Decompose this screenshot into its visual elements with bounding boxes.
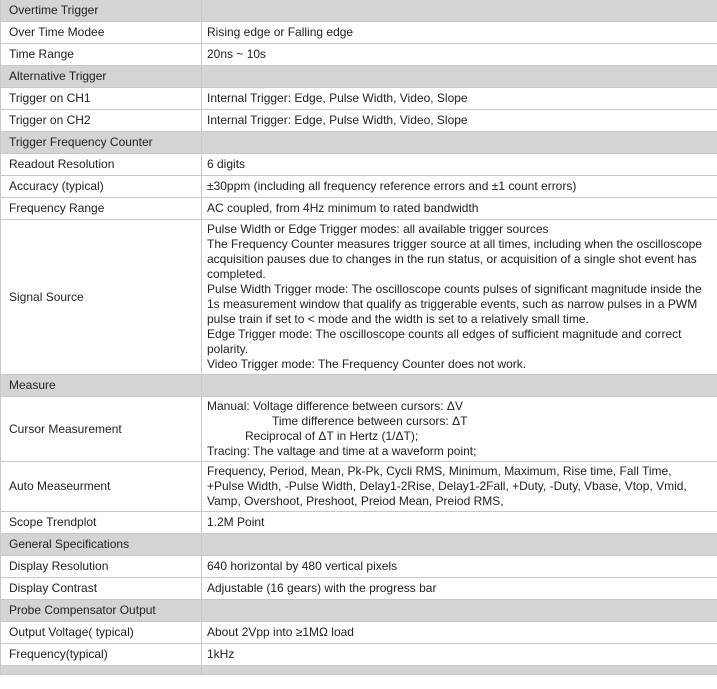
table-row xyxy=(1,154,717,176)
table-row xyxy=(1,622,717,644)
section-header-empty xyxy=(202,66,717,88)
section-header-empty xyxy=(202,132,717,154)
row-value: 1kHz xyxy=(202,644,717,666)
table-row-cursor-measurement xyxy=(1,397,717,462)
text-line: Edge Trigger mode: The oscilloscope counts all edges of sufficient magnitude and correct polarity. xyxy=(207,327,682,356)
section-measure xyxy=(1,375,717,397)
row-label: Readout Resolution xyxy=(1,154,202,176)
row-value: AC coupled, from 4Hz minimum to rated bandwidth xyxy=(202,198,717,220)
row-label: Auto Measeurment xyxy=(1,462,202,512)
text-line: Frequency, Period, Mean, Pk-Pk, Cycli RMS, Minimum, Maximum, Rise time, Fall Time, xyxy=(207,464,672,478)
section-header-empty xyxy=(202,666,717,675)
table-row xyxy=(1,176,717,198)
table-row xyxy=(1,578,717,600)
signal-source-text xyxy=(202,220,717,375)
table-row-auto-measurement xyxy=(1,462,717,512)
section-overtime-trigger xyxy=(1,0,717,22)
table-row xyxy=(1,44,717,66)
row-label: Over Time Modee xyxy=(1,22,202,44)
row-label: Display Contrast xyxy=(1,578,202,600)
cursor-measurement-text xyxy=(202,397,717,462)
text-line: Reciprocal of ΔT in Hertz (1/ΔT); xyxy=(245,429,419,443)
section-header: Alternative Trigger xyxy=(1,66,202,88)
section-header-empty xyxy=(202,600,717,622)
section-header: Measure xyxy=(1,375,202,397)
section-header: Trigger Frequency Counter xyxy=(1,132,202,154)
row-value: Internal Trigger: Edge, Pulse Width, Video, Slope xyxy=(202,88,717,110)
text-line-indented xyxy=(207,429,714,444)
text-line: Time difference between cursors: ΔT xyxy=(272,414,468,428)
section-header: Probe Compensator Output xyxy=(1,600,202,622)
text-line: Pulse Width or Edge Trigger modes: all available trigger sources xyxy=(207,222,549,236)
row-label: Signal Source xyxy=(1,220,202,375)
row-label: Trigger on CH2 xyxy=(1,110,202,132)
section-probe-compensator-output xyxy=(1,600,717,622)
text-line: +Pulse Width, -Pulse Width, Delay1-2Rise, Delay1-2Fall, +Duty, -Duty, Vbase, Vtop, Vmid, xyxy=(207,479,687,493)
text-line: Video Trigger mode: The Frequency Counter does not work. xyxy=(207,357,527,371)
row-label: Cursor Measurement xyxy=(1,397,202,462)
table-row xyxy=(1,556,717,578)
table-row xyxy=(1,644,717,666)
text-line: Tracing: The valtage and time at a waveform point; xyxy=(207,444,477,458)
row-label: Time Range xyxy=(1,44,202,66)
section-alternative-trigger xyxy=(1,66,717,88)
table-row xyxy=(1,110,717,132)
table-row xyxy=(1,88,717,110)
section-trigger-frequency-counter xyxy=(1,132,717,154)
row-label: Display Resolution xyxy=(1,556,202,578)
row-value: 640 horizontal by 480 vertical pixels xyxy=(202,556,717,578)
row-label: Accuracy (typical) xyxy=(1,176,202,198)
section-header-empty xyxy=(202,0,717,22)
section-header-empty xyxy=(202,375,717,397)
text-line: Vamp, Overshoot, Preshoot, Preiod Mean, Preiod RMS, xyxy=(207,494,504,508)
section-general-specifications xyxy=(1,534,717,556)
row-label: Frequency(typical) xyxy=(1,644,202,666)
text-line: Manual: Voltage difference between cursors: ΔV xyxy=(207,399,463,413)
row-label: Scope Trendplot xyxy=(1,512,202,534)
section-header: Overtime Trigger xyxy=(1,0,202,22)
row-value: Adjustable (16 gears) with the progress bar xyxy=(202,578,717,600)
section-cut-off xyxy=(1,666,717,675)
row-value: ±30ppm (including all frequency reference errors and ±1 count errors) xyxy=(202,176,717,198)
section-header-empty xyxy=(1,666,202,675)
table-row xyxy=(1,512,717,534)
row-label: Output Voltage( typical) xyxy=(1,622,202,644)
row-value: 1.2M Point xyxy=(202,512,717,534)
row-label: Frequency Range xyxy=(1,198,202,220)
row-value: 6 digits xyxy=(202,154,717,176)
row-value: Rising edge or Falling edge xyxy=(202,22,717,44)
text-line: Pulse Width Trigger mode: The oscilloscope counts pulses of significant magnitude inside the 1s measurement window that qualify as triggerable events, such as narrow pulses in a PWM pulse train if set to < mode and the width is set to a relatively small time. xyxy=(207,282,702,326)
section-header-empty xyxy=(202,534,717,556)
row-value: Internal Trigger: Edge, Pulse Width, Video, Slope xyxy=(202,110,717,132)
row-value: 20ns ~ 10s xyxy=(202,44,717,66)
table-row xyxy=(1,198,717,220)
row-label: Trigger on CH1 xyxy=(1,88,202,110)
section-header: General Specifications xyxy=(1,534,202,556)
text-line: The Frequency Counter measures trigger source at all times, including when the oscilloscope acquisition pauses due to changes in the run status, or acquisition of a single shot event has completed. xyxy=(207,237,702,281)
table-row-signal-source xyxy=(1,220,717,375)
table-row xyxy=(1,22,717,44)
row-value: About 2Vpp into ≥1MΩ load xyxy=(202,622,717,644)
auto-measurement-text xyxy=(202,462,717,512)
